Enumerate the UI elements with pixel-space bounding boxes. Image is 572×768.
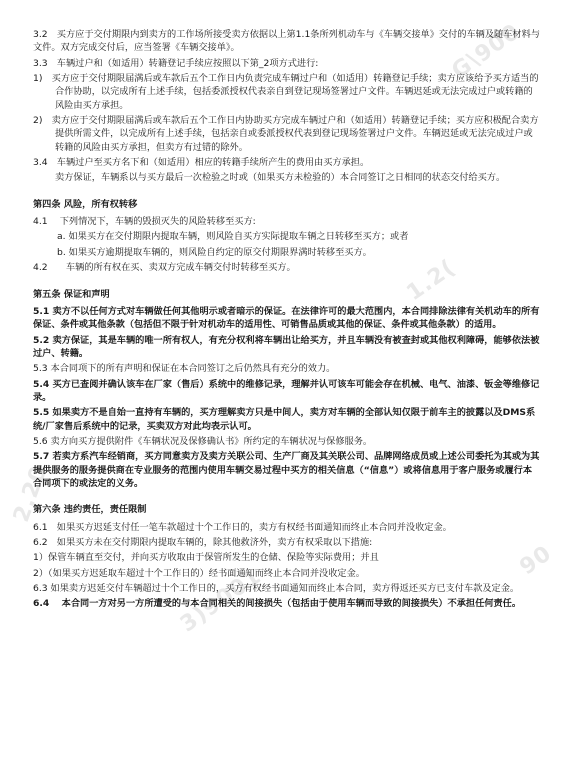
watermark: 1.2( xyxy=(402,255,461,307)
clause-3-4-warranty: 卖方保证，车辆系以与买方最后一次检验之时或（如果买方未检验的）本合同签订之日相同的状态交付给买方。 xyxy=(55,172,506,184)
contract-body xyxy=(33,28,541,613)
clause-6-3: 6.3 如果卖方迟延交付车辆超过十个工作日的，买方有权经书面通知而终止本合同，卖方得返还买方已支付车款及定金。 xyxy=(33,583,520,595)
clause-5-2: 5.2 卖方保证，其是车辆的唯一所有权人，有充分权利将车辆出让给买方，并且车辆没有被查封或其他权利障碍，能够依法被过户、转籍。 xyxy=(33,334,540,359)
clause-6-4: 6.4 本合同一方对另一方所遭受的与本合同相关的间接损失（包括由于使用车辆而导致的间接损失）不承担任何责任。 xyxy=(33,598,522,610)
clause-3-3: 3.3 车辆过户和（如适用）转籍登记手续应按照以下第_2项方式进行: xyxy=(33,57,319,69)
clause-3-3-item-1: 1) 买方应于交付期限届满后或车款后五个工作日内负责完成车辆过户和（如适用）转籍登记手续；卖方应该给予买方适当的合作协助，以完成所有上述手续，包括委派授权代表亲自到登记现场签署过户文件。车辆迟延或无法完成过户或转籍的风险由买方承担。 xyxy=(33,73,539,111)
clause-4-1-a: a. 如果买方在交付期限内提取车辆，则风险自买方实际提取车辆之日转移至买方；或者 xyxy=(57,231,409,243)
clause-6-2-item-1: 1）保管车辆直至交付，并向买方收取由于保管所发生的仓储、保险等实际费用；并且 xyxy=(33,552,379,564)
clause-5-6: 5.6 卖方向买方提供附件《车辆状况及保修确认书》所约定的车辆状况与保修服务。 xyxy=(33,435,373,447)
article-6-heading: 第六条 违约责任，责任限制 xyxy=(33,504,147,516)
clause-6-2: 6.2 如果买方未在交付期限内提取车辆的，除其他救济外，卖方有权采取以下措施: xyxy=(33,537,373,548)
clause-4-2: 4.2 车辆的所有权在买、卖双方完成车辆交付时转移至买方。 xyxy=(33,262,296,274)
article-5-heading: 第五条 保证和声明 xyxy=(33,288,110,300)
clause-3-3-item-2: 2) 卖方应于交付期限届满后或车款后五个工作日内协助买方完成车辆过户和（如适用）转籍登记手续；买方应积极配合卖方提供所需文件，以完成所有上述手续，包括亲自或委派授权代表到登记现场签署过户文件。车辆迟延或无法完成过户或转籍的风险由买方承担，但卖方有过错的除外。 xyxy=(33,115,539,153)
clause-5-7: 5.7 若卖方系汽车经销商，买方同意卖方及卖方关联公司、生产厂商及其关联公司、品牌网络成员或上述公司委托为其或为其提供服务的服务提供商在专业服务的范围内使用车辆交易过程中买方的相关信息（“信息”）或将信息用于客户服务或履行本合同项下的或法定的义务。 xyxy=(33,451,540,489)
clause-5-4: 5.4 买方已查阅并确认该车在厂家（售后）系统中的维修记录，理解并认可该车可能会存在机械、电气、油漆、钣金等维修记录。 xyxy=(33,378,540,403)
clause-4-1-b: b. 如果买方逾期提取车辆的，则风险自约定的原交付期限界满时转移至买方。 xyxy=(57,246,372,258)
article-4-heading: 第四条 风险，所有权转移 xyxy=(33,198,138,210)
clause-3-2: 3.2 买方应于交付期限内到卖方的工作场所接受卖方依据以上第1.1条所列机动车与《车辆交接单》交付的车辆及随车材料与文件。双方完成交付后，应当签署《车辆交接单》。 xyxy=(33,29,540,54)
watermark: 3)9001 xyxy=(175,563,267,638)
clause-4-1: 4.1 下列情况下，车辆的毁损灭失的风险转移至买方: xyxy=(33,216,256,228)
watermark: 90 xyxy=(515,540,557,581)
watermark: 2.20 xyxy=(9,462,53,526)
clause-3-4: 3.4 车辆过户至买方名下和（如适用）相应的转籍手续所产生的费用由买方承担。 xyxy=(33,157,370,169)
clause-6-2-item-2: 2）（如果买方迟延取车超过十个工作日的）经书面通知而终止本合同并没收定金。 xyxy=(33,567,365,579)
clause-5-5: 5.5 如果卖方不是自始一直持有车辆的，买方理解卖方只是中间人，卖方对车辆的全部认知仅限于前车主的披露以及DMS系统/厂家售后系统中的记录，买卖双方对此均表示认可。 xyxy=(33,407,536,432)
watermark: G\900 xyxy=(447,19,525,84)
clause-6-1: 6.1 如果买方迟延支付任一笔车款超过十个工作日的，卖方有权经书面通知而终止本合同并没收定金。 xyxy=(33,521,452,533)
clause-5-3: 5.3 本合同项下的所有声明和保证在本合同签订之后仍然具有充分的效力。 xyxy=(33,363,336,375)
clause-5-1: 5.1 卖方不以任何方式对车辆做任何其他明示或者暗示的保证。在法律许可的最大范围内，本合同排除法律有关机动车的所有保证、条件或其他条款（包括但不限于针对机动车的适用性、可销售品质或其他的保证、条件或其他条款）的适用。 xyxy=(33,305,540,331)
